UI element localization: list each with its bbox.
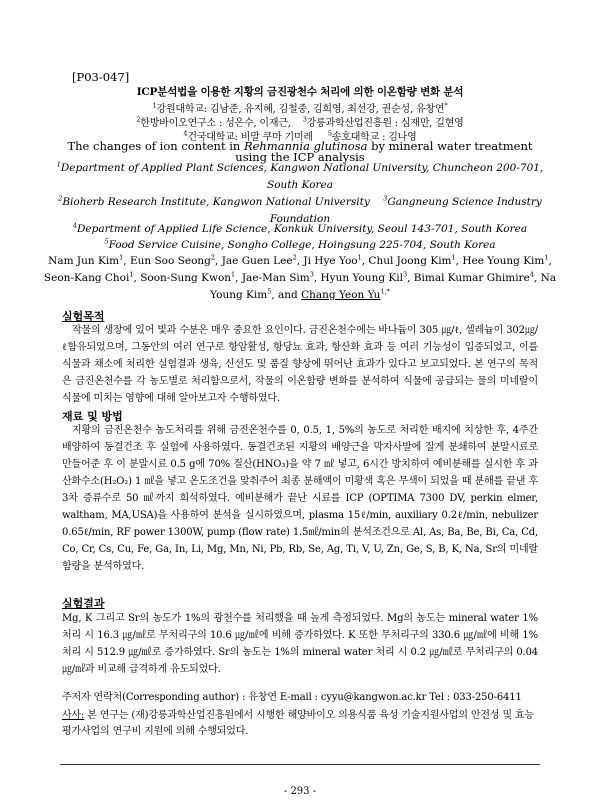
section-text-purpose: 작물의 생장에 있어 빛과 수분은 매우 중요한 요인이다. 금진온천수에는 바나듐이 305 ㎍/ℓ, 셀레늄이 302㎍/ℓ함유되었으며, 그동안의 여러 연구로 항암활성, 항당뇨 효과, 항산화 효과 등 여러 기능성이 입증되었고, 이를 식물과 채소에 처리한 실험결과 생육, 신선도 및 품질 향상에 뛰어난 효과가 있다고 보고되었다. 본 연구의 목적은 금진온천수를 각 농도별로 처리함으로서, 작물의 이온함량 변화를 분석하여 식물에 공급되는 물의 미네랄이 식물에 미치는 영향에 대해 알아보고자 수행하였다. bbox=[62, 325, 538, 404]
section-heading-purpose: 실험목적 bbox=[62, 310, 105, 323]
abstract-code: [P03-047] bbox=[72, 70, 130, 84]
english-affiliation-5: $^5$Food Service Cuisine, Songho College, Hoingsung 225-704, South Korea bbox=[104, 237, 496, 251]
section-heading-results: 실험결과 bbox=[62, 597, 105, 610]
english-affiliation-4: $^4$Department of Applied Life Science, Konkuk University, Seoul 143-701, South Korea bbox=[72, 221, 528, 235]
section-text-results: Mg, K 그리고 Sr의 농도가 1%의 광천수를 처리했을 때 높게 측정되었다. Mg의 농도는 mineral water 1% 처리 시 16.3 ㎍/㎖로 무처리구의 10.6 ㎍/㎖에 비해 증가하였다. K 또한 무처리구의 330.6 ㎍/㎖에 비해 1% 처리 시 512.9 ㎍/㎖로 증가하였다. Sr의 농도는 1%의 mineral water 처리 시 0.2 ㎍/㎖로 무처리구의 0.04 ㎍/㎖과 비교해 급격하게 유도되었다. bbox=[62, 613, 538, 675]
page-bottom-rule bbox=[60, 764, 540, 765]
page-number: - 293 - bbox=[283, 786, 317, 797]
korean-affiliation-line-1: $^1$강원대학교: 김남준, 유지혜, 김철중, 김희영, 최선강, 권순성, 유창연* bbox=[152, 101, 448, 115]
korean-affiliation-line-3: $^4$건국대학교: 비말 쿠마 기미레 $^5$송호대학교 : 김나영 bbox=[183, 129, 417, 143]
corresponding-author-line: 주저자 연락처(Corresponding author) : 유창연 E-mail : cyyu@kangwon.ac.kr Tel : 033-250-6411 bbox=[62, 692, 522, 703]
korean-title: ICP분석법을 이용한 지황의 금진광천수 처리에 의한 이온함량 변화 분석 bbox=[136, 86, 464, 98]
english-title: The changes of ion content in Rehmannia glutinosa by mineral water treatment using the ICP analysis bbox=[67, 139, 533, 164]
acknowledgement: 사사: 본 연구는 (재)강릉과학산업진흥원에서 시행한 해양바이오 의용식품 육성 기술지원사업의 안전성 및 효능평가사업의 연구비 지원에 의해 수행되었다. bbox=[62, 710, 534, 737]
section-text-methods: 지황의 금진온천수 농도처리를 위해 금진온천수를 0, 0.5, 1, 5%의 농도로 처리한 배지에 치상한 후, 4주간 배양하여 동결건조 후 실험에 사용하였다. 동결건조된 지황의 배양근을 막자사발에 잘게 분쇄하여 분말시료로 만들어준 후 이 분말시료 0.5 g에 70% 질산(HNO₃)을 약 7 ㎖ 넣고, 6시간 방치하여 예비분해를 실시한 후 과산화수소(H₂O₂) 1 ㎖을 넣고 온도조건을 맞춰주어 최종 분해액이 미황색 혹은 무색이 되었을 때 분해를 끝낸 후 3차 증류수로 50 ㎖까지 희석하였다. 예비분해가 끝난 시료를 ICP (OPTIMA 7300 DV, perkin elmer, waltham, MA,USA)을 사용하여 분석을 실시하였으며, plasma 15ℓ/min, auxiliary 0.2ℓ/min, nebulizer 0.65ℓ/min, RF power 1300W, pump (flow rate) 1.5㎖/min의 분석조건으로 Al, As, Ba, Be, Bi, Ca, Cd, Co, Cr, Cs, Cu, Fe, Ga, In, Li, Mg, Mn, Ni, Pb, Rb, Se, Ag, Ti, V, U, Zn, Ge, S, B, K, Na, Sr의 미네랄함량을 분석하였다. bbox=[62, 425, 538, 572]
corresponding-author: Chang Yeon Yu bbox=[301, 289, 381, 301]
korean-affiliation-line-2: $^2$한방바이오연구소 : 성은수, 이재근, $^3$강릉과학산업진흥원 : 심재만, 길현영 bbox=[136, 115, 464, 129]
section-heading-methods: 재료 및 방법 bbox=[62, 410, 123, 423]
english-affiliation-2-3: $^2$Bioherb Research Institute, Kangwon National University $^3$Gangneung Science Industry Foundation bbox=[58, 194, 542, 225]
english-affiliation-1: $^1$Department of Applied Plant Sciences, Kangwon National University, Chuncheon 200-701, South Korea bbox=[56, 160, 544, 191]
author-list: Nam Jun Kim$^1$, Eun Soo Seong$^2$, Jae Guen Lee$^2$, Ji Hye Yoo$^1$, Chul Joong Kim$^1$, Hee Young Kim$^1$, Seon-Kang Choi$^1$, Soon-Sung Kwon$^1$, Jae-Man Sim$^3$, Hyun Young Kil$^3$, Bimal Kumar Ghimire$^4$, Na Young Kim$^5$, and Chang Yeon $Yu^{1,*}$ bbox=[43, 253, 557, 301]
